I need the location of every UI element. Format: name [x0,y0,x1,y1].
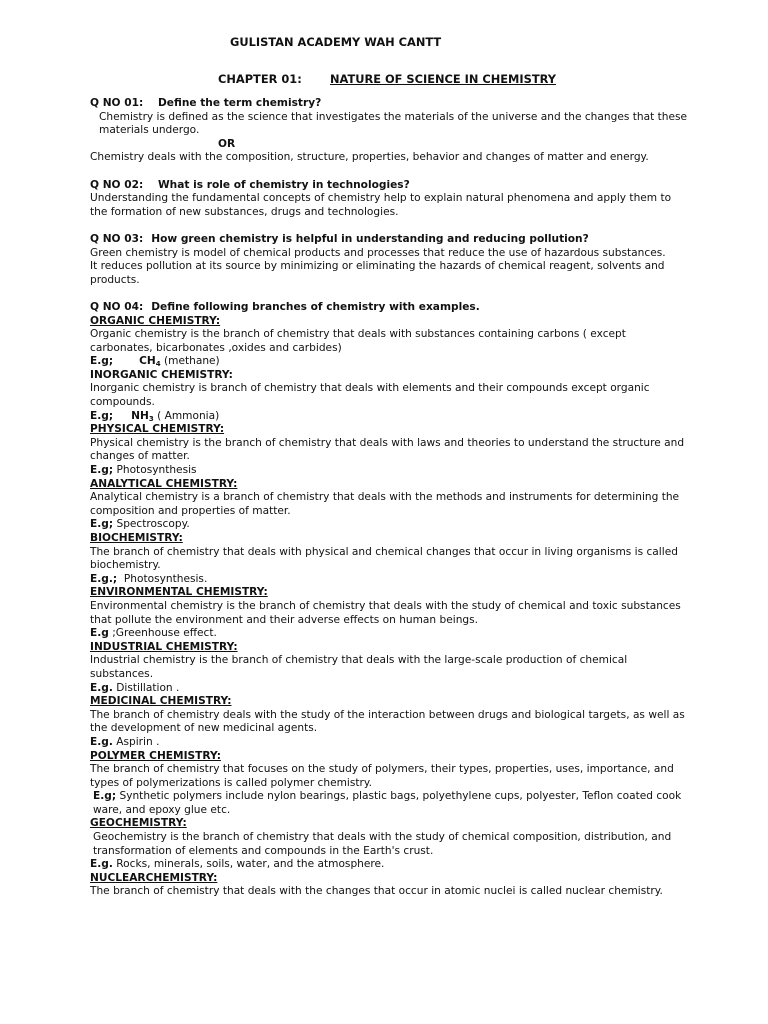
branch-example-medicinal: E.g. Aspirin . [90,735,160,748]
branch-text-geochemistry: Geochemistry is the branch of chemistry that deals with the study of chemical composition, distribution, and transformation of elements and compounds in the Earth's crust. [93,831,672,857]
branch-example-geochemistry: E.g. Rocks, minerals, soils, water, and the atmosphere. [90,858,385,871]
branch-text-physical: Physical chemistry is the branch of chemistry that deals with laws and theories to understand the structure and changes of matter. [90,436,685,463]
answer-2: Understanding the fundamental concepts of chemistry help to explain natural phenomena and apply them to the formation of new substances, drugs and technologies. [90,192,672,218]
branch-text-industrial: Industrial chemistry is the branch of chemistry that deals with the large-scale production of chemical substances. [90,654,628,680]
branch-text-polymer: The branch of chemistry that focuses on the study of polymers, their types, properties, uses, importance, and types of polymerizations is called polymer chemistry. [90,763,674,789]
branch-heading-physical: PHYSICAL CHEMISTRY: [90,423,225,436]
branch-heading-inorganic: INORGANIC CHEMISTRY: [90,368,233,381]
question-text: Define the term chemistry? [158,97,322,109]
document-body [90,97,690,899]
branch-heading-polymer: POLYMER CHEMISTRY: [90,749,221,762]
branch-example-inorganic: E.g; $NH_3$ ( Ammonia) [90,409,220,423]
question-1 [90,97,690,111]
branch-text-analytical: Analytical chemistry is a branch of chemistry that deals with the methods and instruments for determining the composition and properties of matter. [90,491,680,517]
branch-heading-organic: ORGANIC CHEMISTRY: [90,314,221,327]
school-title: GULISTAN ACADEMY WAH CANTT [230,35,442,49]
branch-example-analytical: E.g; Spectroscopy. [90,518,190,531]
branch-heading-geochemistry: GEOCHEMISTRY: [90,817,187,830]
question-4 [90,301,690,315]
branch-example-organic: E.g; $CH_4$ (methane) [90,355,220,369]
chapter-label: CHAPTER 01: [218,72,302,86]
branch-text-organic: Organic chemistry is the branch of chemistry that deals with substances containing carbons ( except carbonates, bicarbonates ,oxides and carbides) [90,328,626,354]
branch-heading-nuclear: NUCLEARCHEMISTRY: [90,871,218,884]
branch-example-environmental: E.g ;Greenhouse effect. [90,627,217,640]
branch-heading-medicinal: MEDICINAL CHEMISTRY: [90,695,232,708]
question-text: How green chemistry is helpful in understanding and reducing pollution? [151,232,589,245]
question-number: Q NO 03: [90,232,144,245]
branch-heading-analytical: ANALYTICAL CHEMISTRY: [90,477,238,490]
branch-heading-biochemistry: BIOCHEMISTRY: [90,532,183,544]
question-3 [90,233,690,247]
question-number: Q NO 04: [90,300,144,313]
branch-example-industrial: E.g. Distillation . [90,681,180,694]
branch-text-environmental: Environmental chemistry is the branch of chemistry that deals with the study of chemical and toxic substances that pollute the environment and their adverse effects on human beings. [90,599,681,626]
question-text: What is role of chemistry in technologies? [158,178,410,191]
branch-heading-environmental: ENVIRONMENTAL CHEMISTRY: [90,586,268,599]
branch-example-polymer: E.g; Synthetic polymers include nylon bearings, plastic bags, polyethylene cups, polyester, Teflon coated cook ware, and epoxy glue etc. [93,790,682,816]
or-separator: OR [218,137,236,150]
branch-example-biochemistry: E.g.; Photosynthesis. [90,572,208,585]
branch-text-biochemistry: The branch of chemistry that deals with physical and chemical changes that occur in living organisms is called biochemistry. [90,545,678,572]
question-number: Q NO 02: [90,178,144,191]
branch-text-medicinal: The branch of chemistry deals with the study of the interaction between drugs and biological targets, as well as the development of new medicinal agents. [90,708,685,735]
question-number: Q NO 01: [90,97,144,109]
chapter-title: NATURE OF SCIENCE IN CHEMISTRY [330,72,557,86]
answer-3a: Green chemistry is model of chemical products and processes that reduce the use of hazardous substances. [90,246,666,259]
branch-text-inorganic: Inorganic chemistry is branch of chemistry that deals with elements and their compounds except organic compounds. [90,382,650,409]
branch-heading-industrial: INDUSTRIAL CHEMISTRY: [90,640,238,653]
answer-1a: Chemistry is defined as the science that investigates the materials of the universe and the changes that these materials undergo. [99,110,688,137]
branch-text-nuclear: The branch of chemistry that deals with the changes that occur in atomic nuclei is called nuclear chemistry. [90,885,663,898]
question-text: Define following branches of chemistry with examples. [151,300,480,313]
answer-3b: It reduces pollution at its source by minimizing or eliminating the hazards of chemical reagent, solvents and products. [90,260,665,286]
branch-example-physical: E.g; Photosynthesis [90,464,197,477]
answer-1b: Chemistry deals with the composition, structure, properties, behavior and changes of matter and energy. [90,151,649,164]
question-2 [90,179,690,193]
